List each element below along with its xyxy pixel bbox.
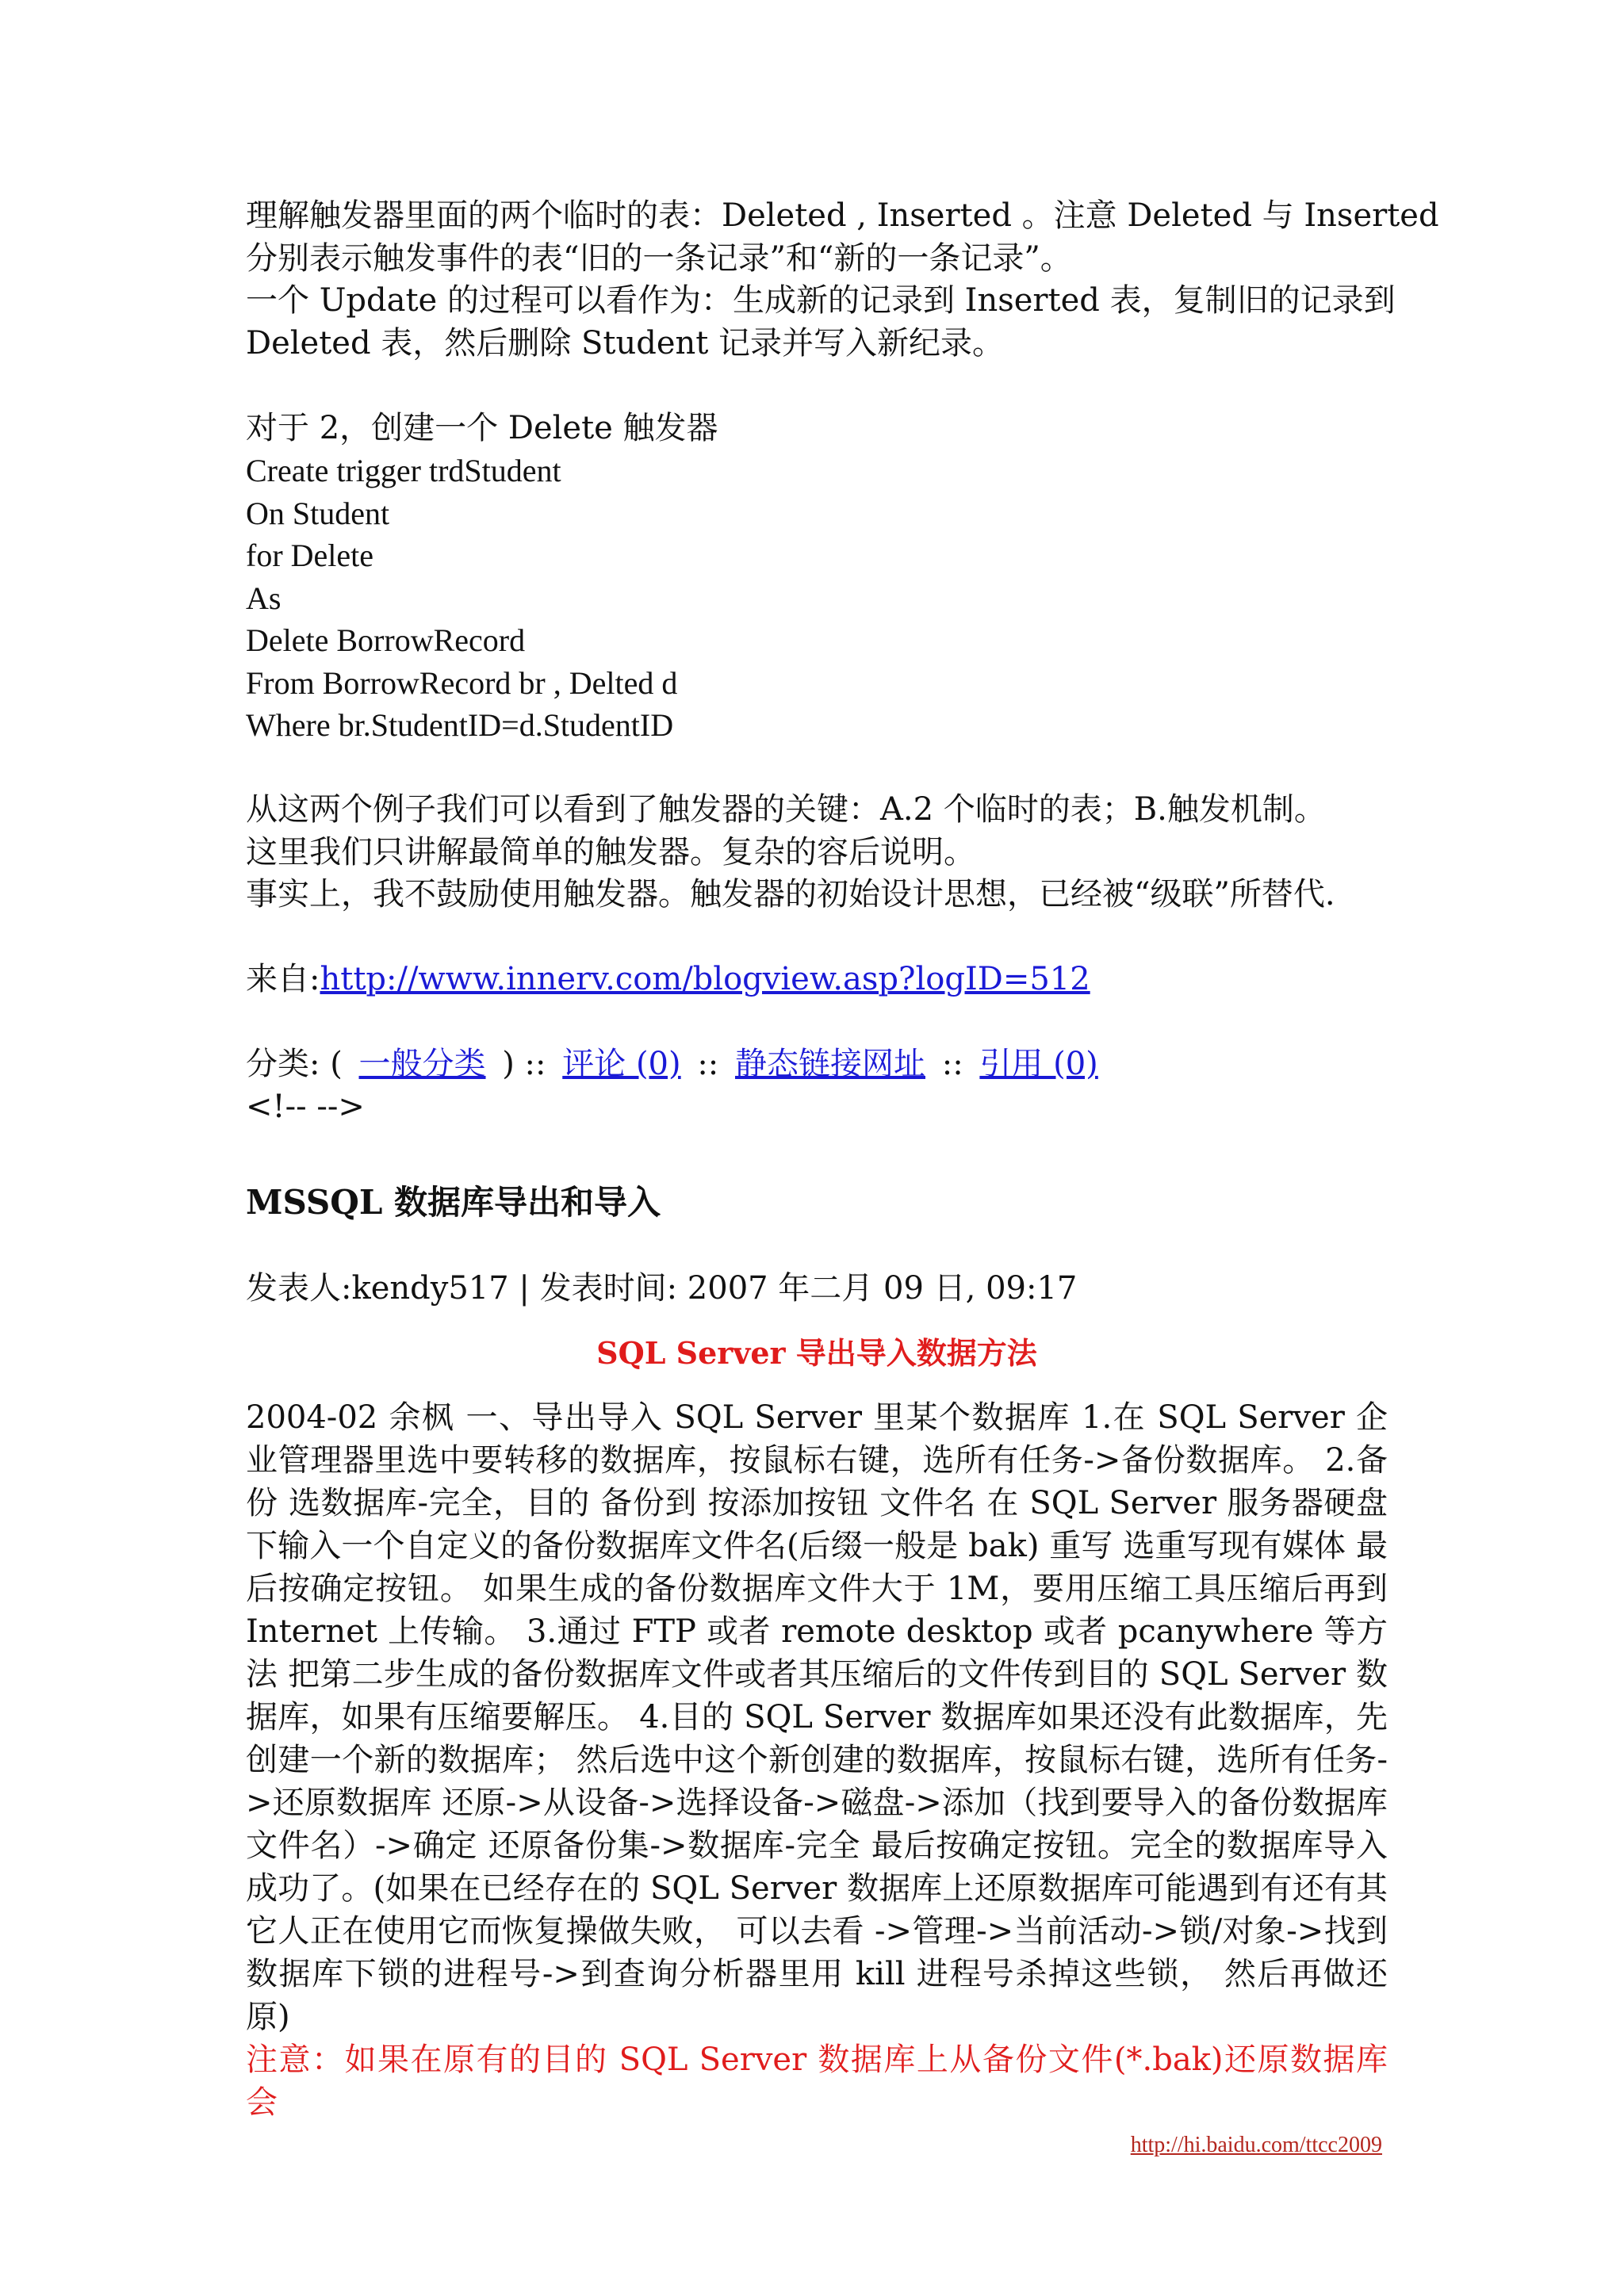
comment-marker: <!-- --> — [246, 1088, 365, 1125]
code-line: On Student — [246, 495, 390, 531]
document-page — [246, 195, 1439, 2124]
article-byline: 发表人:kendy517 | 发表时间: 2007 年二月 09 日, 09:17 — [246, 1270, 1078, 1307]
separator: :: — [941, 1046, 963, 1082]
permalink-link[interactable]: 静态链接网址 — [735, 1046, 925, 1082]
intro-line-4: Deleted 表，然后删除 Student 记录并写入新纪录。 — [246, 324, 1005, 362]
source-line — [246, 959, 1388, 1001]
code-line: As — [246, 580, 282, 616]
intro-line-3: 一个 Update 的过程可以看作为：生成新的记录到 Inserted 表，复制旧的记录到 — [246, 282, 1396, 319]
summary-line-2: 这里我们只讲解最简单的触发器。复杂的容后说明。 — [246, 833, 975, 871]
intro-line-2: 分别表示触发事件的表“旧的一条记录”和“新的一条记录”。 — [246, 239, 1072, 277]
source-label: 来自: — [246, 961, 320, 997]
intro-line-1: 理解触发器里面的两个临时的表：Deleted , Inserted 。注意 Deleted 与 Inserted — [246, 197, 1439, 234]
summary-line-3: 事实上，我不鼓励使用触发器。触发器的初始设计思想，已经被“级联”所替代. — [246, 876, 1335, 913]
category-prefix: 分类: ( — [246, 1046, 343, 1082]
summary-line-1: 从这两个例子我们可以看到了触发器的关键：A.2 个临时的表；B.触发机制。 — [246, 791, 1326, 828]
source-link[interactable]: http://www.innerv.com/blogview.asp?logID=512 — [320, 961, 1090, 997]
article-title: MSSQL 数据库导出和导入 — [246, 1183, 661, 1222]
code-line: Create trigger trdStudent — [246, 453, 561, 488]
comments-link[interactable]: 评论 (0) — [562, 1046, 681, 1082]
footer-link[interactable]: http://hi.baidu.com/ttcc2009 — [1130, 2133, 1382, 2157]
code-line: for Delete — [246, 538, 374, 573]
separator: :: — [697, 1046, 719, 1082]
separator: ) :: — [502, 1046, 546, 1082]
category-link[interactable]: 一般分类 — [358, 1046, 486, 1082]
delete-trigger-heading: 对于 2，创建一个 Delete 触发器 — [246, 409, 718, 446]
code-block — [246, 450, 1388, 747]
code-line: Where br.StudentID=d.StudentID — [246, 707, 674, 743]
code-line: From BorrowRecord br , Delted d — [246, 664, 678, 701]
article-body: 2004-02 余枫 一、导出导入 SQL Server 里某个数据库 1.在 SQL Server 企业管理器里选中要转移的数据库，按鼠标右键，选所有任务->备份数据库。 2.备份 选数据库-完全，目的 备份到 按添加按钮 文件名 在 SQL Server 服务器硬盘下输入一个自定义的备份数据库文件名(后缀一般是 bak) 重写 选重写现有媒体 最后按确定按钮。 如果生成的备份数据库文件大于 1M，要用压缩工具压缩后再到 Internet 上传输。 3.通过 FTP 或者 remote desktop 或者 pcanywhere 等方法 把第二步生成的备份数据库文件或者其压缩后的文件传到目的 SQL Server 数据库，如果有压缩要解压。 4.目的 SQL Server 数据库如果还没有此数据库，先创建一个新的数据库； 然后选中这个新创建的数据库，按鼠标右键，选所有任务->还原数据库 还原->从设备->选择设备->磁盘->添加（找到要导入的备份数据库文件名）->确定 还原备份集->数据库-完全 最后按确定按钮。完全的数据库导入成功了。(如果在已经存在的 SQL Server 数据库上还原数据库可能遇到有还有其它人正在使用它而恢复操做失败， 可以去看 ->管理->当前活动->锁/对象->找到数据库下锁的进程号->到查询分析器里用 kill 进程号杀掉这些锁， 然后再做还原) — [246, 1399, 1388, 2035]
article-note: 注意：如果在原有的目的 SQL Server 数据库上从备份文件(*.bak)还原数据库 会 — [246, 2041, 1388, 2121]
references-link[interactable]: 引用 (0) — [979, 1046, 1098, 1082]
code-line: Delete BorrowRecord — [246, 622, 526, 658]
meta-row — [246, 1043, 1388, 1086]
article-subtitle: SQL Server 导出导入数据方法 — [596, 1334, 1037, 1371]
